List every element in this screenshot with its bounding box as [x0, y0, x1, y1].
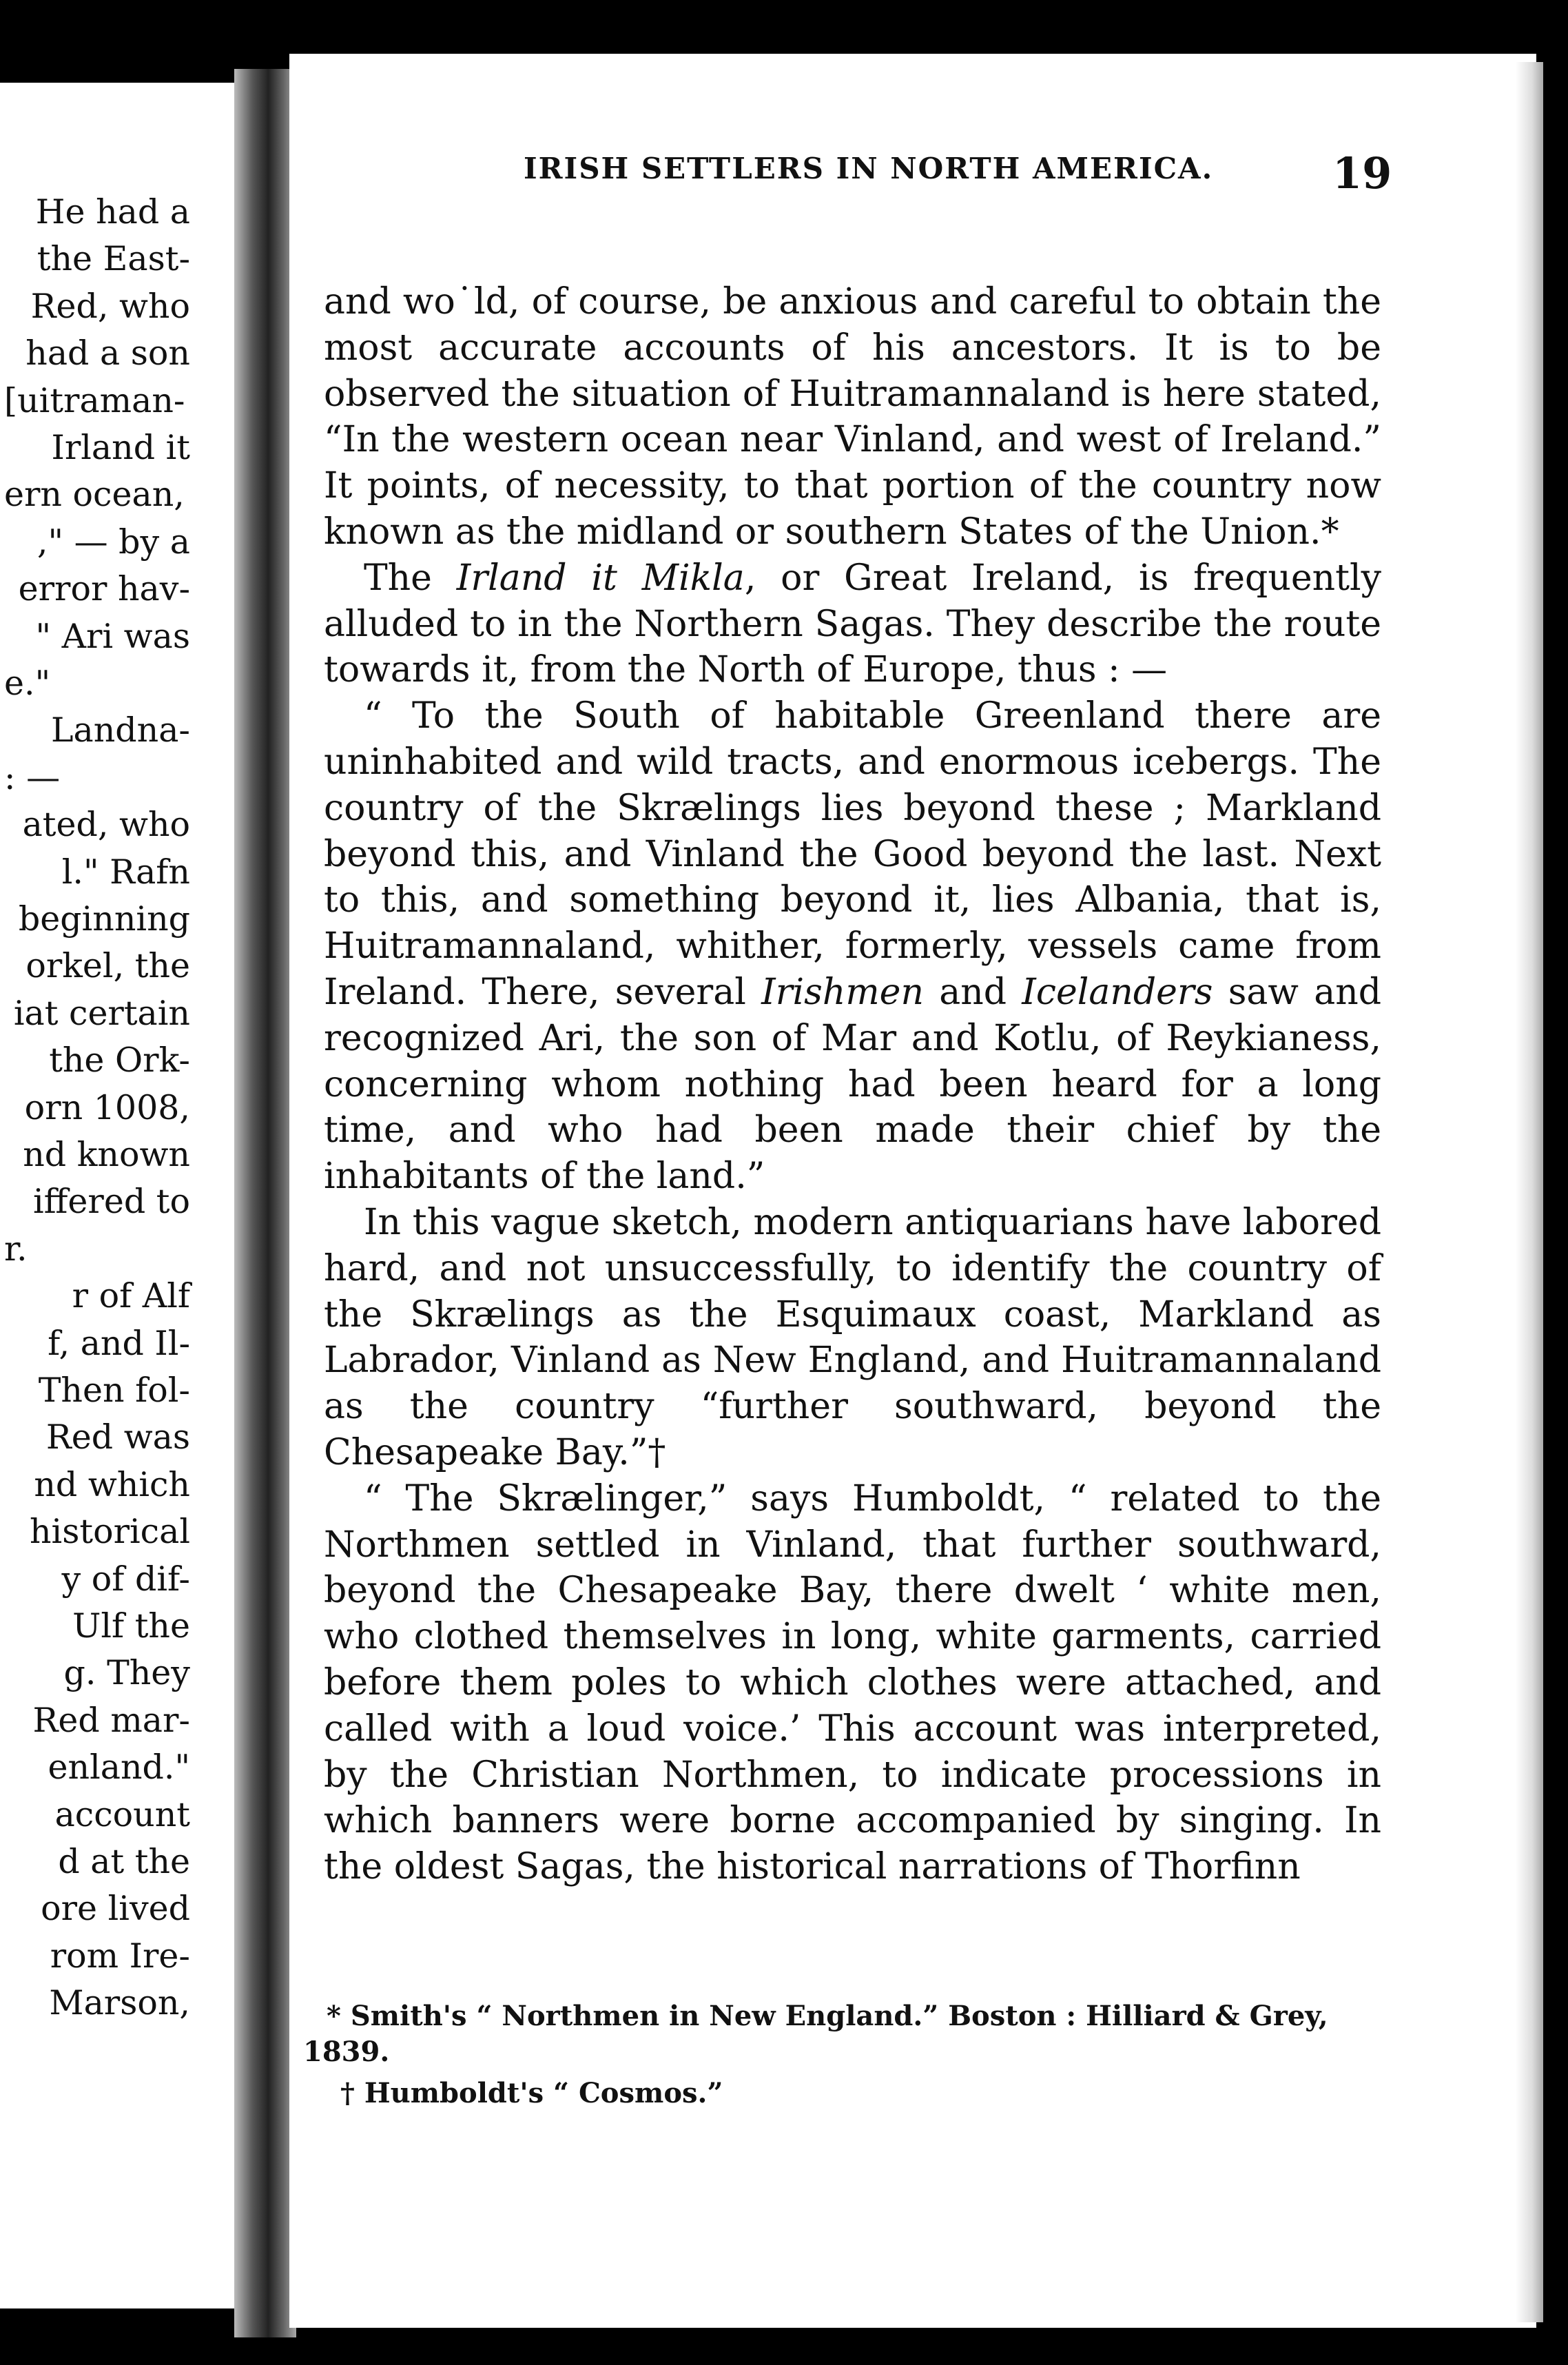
body-text [324, 279, 1381, 1890]
left-page-line: He had a [35, 192, 190, 232]
left-page-line: ore lived [41, 1889, 190, 1929]
quote-text: “ To the South of habitable Greenland there are uninhabited and wild tracts, and enormous icebergs. The country of the Skrælings lies beyond these ; Markland beyond this, and Vinland the Good beyond the last. Next to this, and something beyond it, lies Albania, that is, Huitramannaland, whither, formerly, vessels came from Ireland. There, several [324, 695, 1381, 1013]
paragraph-1: and wo˙ld, of course, be anxious and careful to obtain the most accurate accounts of his ancestors. It is to be observed the situation of Huitramannaland is here stated, “In the western ocean near Vinland, and west of Ireland.” It points, of necessity, to that portion of the country now known as the midland or southern States of the Union.* [324, 281, 1381, 553]
footnotes [303, 1998, 1378, 2111]
left-page-line: iat certain [13, 993, 190, 1033]
left-page-line: g. They [63, 1653, 190, 1693]
icelanders-italic: Icelanders [1022, 971, 1213, 1013]
quote-text-end: saw and recognized Ari, the son of Mar and Kotlu, of Reykianess, concerning whom nothing had been heard for a long time, and who had been made their chief by the inhabitants of the land.” [324, 971, 1381, 1198]
left-page-line: " Ari was [35, 616, 190, 656]
footnote-2: † Humboldt's “ Cosmos.” [340, 2077, 723, 2109]
left-page-line: Then fol- [38, 1371, 190, 1410]
left-page-fragment [0, 83, 248, 2308]
left-page-line: f, and Il- [48, 1323, 190, 1363]
left-page-line: ," — by a [37, 522, 190, 562]
quote-text-mid: and [923, 971, 1022, 1013]
left-page-line: enland." [48, 1748, 190, 1788]
page-number: 19 [1332, 148, 1392, 198]
left-page-line: historical [30, 1512, 190, 1552]
left-page-line: e." [4, 664, 51, 703]
left-page-line: the Ork- [49, 1041, 190, 1081]
left-page-line: : — [4, 757, 61, 797]
left-page-line: had a son [25, 334, 190, 373]
paragraph-2-text: The [364, 557, 457, 599]
left-page-line: r of Alf [72, 1276, 190, 1316]
left-page-line: Landna- [50, 710, 190, 750]
paragraph-4: In this vague sketch, modern antiquarians have labored hard, and not unsuccessfully, to identify the country of the Skrælings as the Esquimaux coast, Markland as Labrador, Vinland as New England, and Huitramannaland as the country “further southward, beyond the Chesapeake Bay.”† [324, 1201, 1381, 1473]
scan-border [0, 2337, 1568, 2365]
left-page-line: nd known [23, 1135, 190, 1174]
left-page-line: Irland it [51, 428, 190, 467]
left-page-line: Ulf the [72, 1606, 190, 1646]
left-page-line: l." Rafn [61, 852, 190, 892]
left-page-line: beginning [18, 899, 190, 939]
left-page-line: account [54, 1794, 190, 1834]
left-page-line: the East- [37, 239, 190, 279]
left-page-line: Red, who [30, 286, 190, 326]
left-page-line: [uitraman- [4, 380, 185, 420]
irishmen-italic: Irishmen [761, 971, 924, 1013]
left-page-line: Red was [45, 1417, 190, 1457]
paragraph-2 [324, 555, 1381, 693]
left-page-line: nd which [34, 1464, 190, 1504]
left-page-line: y of dif- [61, 1559, 190, 1599]
left-page-line: orkel, the [25, 946, 190, 986]
left-page-line: iffered to [32, 1182, 190, 1222]
left-page-line: d at the [58, 1842, 190, 1881]
left-page-line: ated, who [22, 805, 190, 845]
left-page-line: rom Ire- [50, 1936, 190, 1976]
left-page-line: error hav- [18, 569, 190, 609]
page-edge [1516, 62, 1543, 2322]
left-page-line: Marson, [49, 1983, 190, 2023]
footnote-1: * Smith's “ Northmen in New England.” Boston : Hilliard & Grey, 1839. [303, 2000, 1328, 2068]
left-page-line: Red mar- [32, 1700, 190, 1740]
paragraph-5: “ The Skrælinger,” says Humboldt, “ related to the Northmen settled in Vinland, that further southward, beyond the Chesapeake Bay, there dwelt ‘ white men, who clothed themselves in long, white garments, carried before them poles to which clothes were attached, and called with a loud voice.’ This account was interpreted, by the Christian Northmen, to indicate processions in which banners were borne accompanied by singing. In the oldest Sagas, the historical narrations of Thorfinn [324, 1477, 1381, 1888]
left-page-line: r. [4, 1229, 28, 1269]
left-page-line: ern ocean, [4, 475, 185, 515]
paragraph-3 [324, 693, 1381, 1200]
irland-it-mikla-italic: Irland it Mikla [456, 557, 745, 599]
book-gutter [234, 69, 296, 2343]
left-page-line: orn 1008, [24, 1087, 190, 1127]
paragraph-2-text-cont: , or Great Ireland, is frequently alluded to in the Northern Sagas. They describe the route towards it, from the North of Europe, thus : — [324, 557, 1381, 691]
running-title: IRISH SETTLERS IN NORTH AMERICA. [524, 152, 1214, 185]
